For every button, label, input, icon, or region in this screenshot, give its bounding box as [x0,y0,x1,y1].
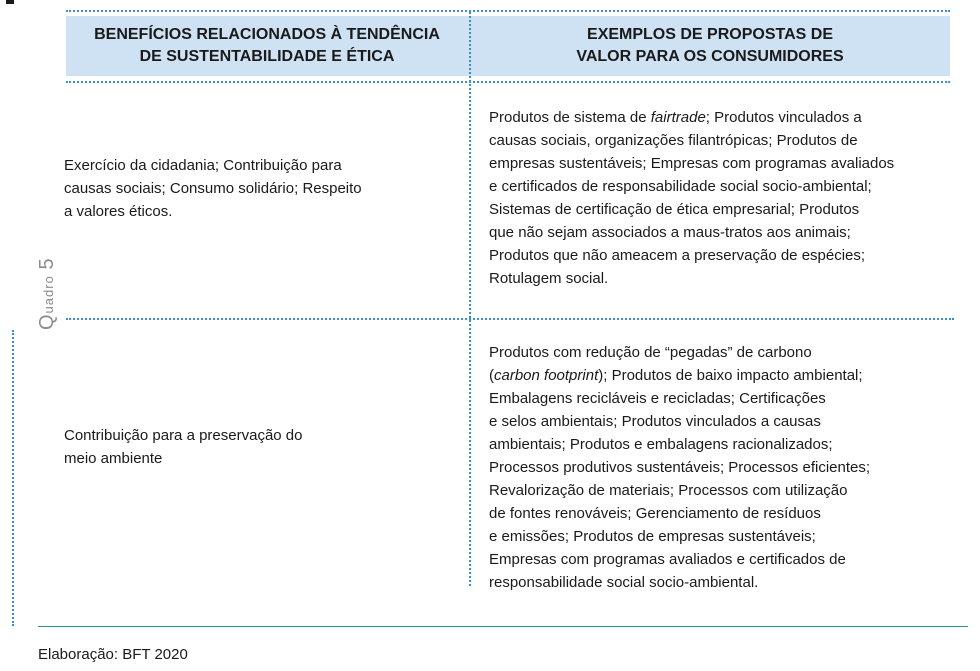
quadro-label [36,257,59,330]
row-2-examples-italic: carbon footprint [494,367,599,384]
quadro-label-initial: Q [36,313,58,330]
footer-rule [38,626,968,627]
quadro-number: 5 [36,257,58,270]
row-2-examples-rest: ); Produtos de baixo impacto ambiental; Embalagens recicláveis e recicladas; Certificações e selos ambientais; Produtos vinculados a causas ambientais; Produtos e embalagens racionalizados; Processos produtivos sustentáveis; Processos eficientes; Revalorização de materiais; Processos com utilização de fontes renováveis; Gerenciamento de resíduos e emissões; Produtos de empresas sustentáveis; Empresas com programas avaliados e certificados de responsabilidade social socio-ambiental. [489,367,871,591]
row-2-examples-start: Produtos com redução de “pegadas” de carbono ( [489,344,812,384]
row-1-examples [489,106,959,290]
row-2-examples [489,341,959,594]
quadro-label-rest: uadro [41,275,56,314]
row-2-benefit: Contribuição para a preservação do meio ambiente [64,427,303,467]
corner-mark [6,0,14,4]
row-1-examples-start: Produtos de sistema de [489,109,651,126]
row-1-benefit: Exercício da cidadania; Contribuição para causas sociais; Consumo solidário; Respeito a valores éticos. [64,157,362,220]
table-top-border [66,10,950,12]
left-margin-rule [12,330,14,626]
header-examples: EXEMPLOS DE PROPOSTAS DE VALOR PARA OS CONSUMIDORES [576,26,844,65]
source-caption: Elaboração: BFT 2020 [38,646,188,663]
row-divider [66,318,954,320]
header-benefits: BENEFÍCIOS RELACIONADOS À TENDÊNCIA DE SUSTENTABILIDADE E ÉTICA [94,26,440,65]
column-divider [469,12,471,586]
header-bottom-border [66,81,950,83]
row-1-examples-rest: ; Produtos vinculados a causas sociais, organizações filantrópicas; Produtos de empresas sustentáveis; Empresas com programas avaliados e certificados de responsabilidade social socio-ambiental; Sistemas de certificação de ética empresarial; Produtos que não sejam associados a maus-tratos aos animais; Produtos que não ameacem a preservação de espécies; Rotulagem social. [489,109,895,287]
row-1-examples-italic: fairtrade [650,109,706,126]
